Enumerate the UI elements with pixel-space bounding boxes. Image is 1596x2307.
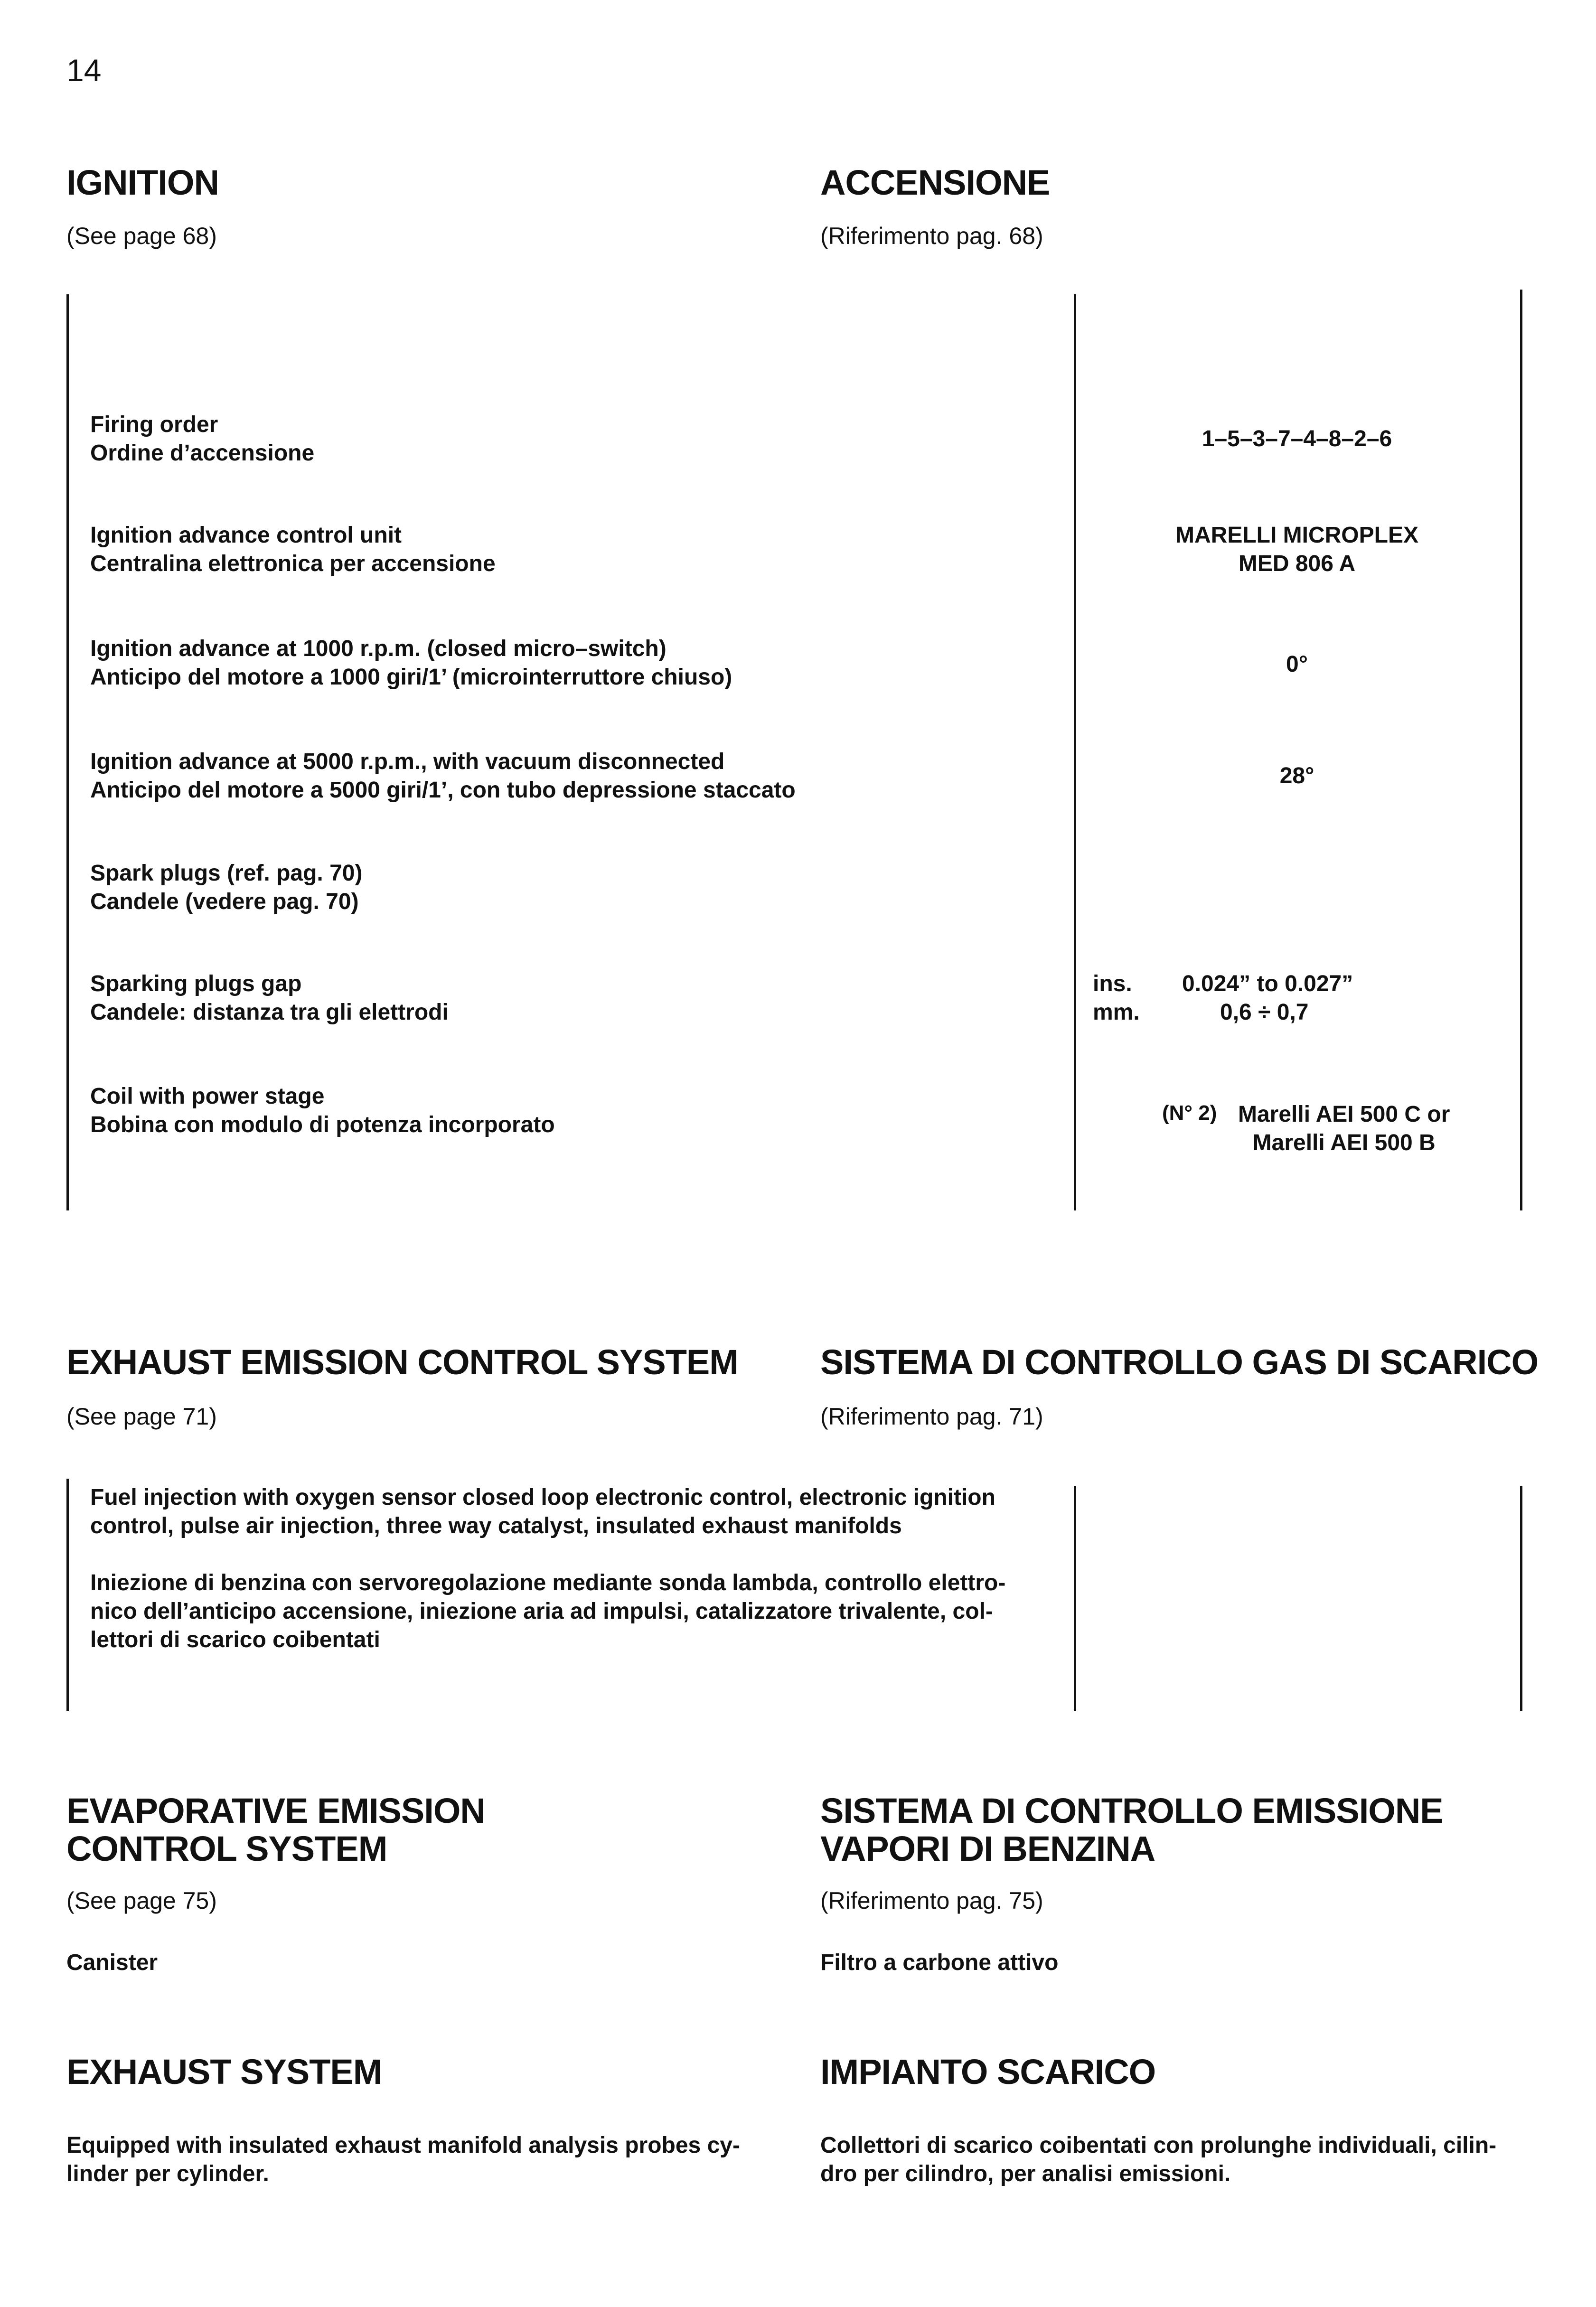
box-rule-left [66,1479,69,1711]
exhaust-system-title-en: EXHAUST SYSTEM [66,2052,382,2091]
ignition-ref-en: (See page 68) [66,223,217,249]
row-plug-gap-label [90,970,449,1027]
plug-gap-values [1182,970,1353,1027]
label-en: Coil with power stage [90,1084,325,1109]
row-firing-order-label [90,411,314,468]
label-it: Candele: distanza tra gli elettrodi [90,1000,449,1025]
label-it: Candele (vedere pag. 70) [90,889,359,914]
row-advance-5000-label [90,748,796,805]
label-en: Sparking plugs gap [90,971,302,996]
label-it: Bobina con modulo di potenza incorporato [90,1112,555,1137]
table-rule-left [66,294,69,1210]
firing-order-value: 1–5–3–7–4–8–2–6 [1202,426,1392,451]
control-unit-value: MARELLI MICROPLEX MED 806 A [1175,523,1418,576]
exhaust-emission-text-it: Iniezione di benzina con servoregolazione mediante sonda lambda, controllo elettro- nico dell’anticipo accensione, iniezione aria ad impulsi, catalizzatore trivalente, col- lettori di scarico coibentati [90,1570,1006,1652]
exhaust-emission-ref-en: (See page 71) [66,1403,217,1430]
evaporative-ref-it: (Riferimento pag. 75) [820,1887,1043,1914]
gap-inches: 0.024” to 0.027” [1182,971,1353,996]
box-rule-mid [1074,1486,1076,1711]
label-it: Anticipo del motore a 5000 giri/1’, con tubo depressione staccato [90,778,796,803]
exhaust-emission-title-it: SISTEMA DI CONTROLLO GAS DI SCARICO [820,1342,1539,1382]
plug-gap-units [1093,970,1140,1027]
ignition-title-en: IGNITION [66,163,219,202]
label-it: Anticipo del motore a 1000 giri/1’ (microinterruttore chiuso) [90,665,732,690]
evaporative-item-en: Canister [66,1950,158,1975]
exhaust-system-text-it: Collettori di scarico coibentati con prolunghe individuali, cilin- dro per cilindro, per analisi emissioni. [820,2133,1497,2186]
label-it: Centralina elettronica per accensione [90,551,496,576]
evaporative-title-it: SISTEMA DI CONTROLLO EMISSIONE VAPORI DI BENZINA [820,1791,1443,1868]
advance-5000-value: 28° [1279,763,1314,788]
row-advance-1000-label [90,635,732,692]
label-en: Spark plugs (ref. pag. 70) [90,861,363,886]
row-spark-plugs-label [90,859,362,916]
advance-1000-value: 0° [1286,652,1308,677]
coil-value: Marelli AEI 500 C or Marelli AEI 500 B [1238,1102,1450,1155]
row-coil-label [90,1082,555,1139]
gap-mm: 0,6 ÷ 0,7 [1220,1000,1309,1025]
ignition-title-it: ACCENSIONE [820,163,1050,202]
exhaust-emission-text-en: Fuel injection with oxygen sensor closed loop electronic control, electronic ignition control, pulse air injection, three way catalyst, insulated exhaust manifolds [90,1485,995,1538]
evaporative-title-en: EVAPORATIVE EMISSION CONTROL SYSTEM [66,1791,485,1868]
exhaust-emission-ref-it: (Riferimento pag. 71) [820,1403,1043,1430]
label-en: Ignition advance at 1000 r.p.m. (closed micro–switch) [90,636,667,661]
unit-ins: ins. [1093,971,1132,996]
label-en: Ignition advance at 5000 r.p.m., with vacuum disconnected [90,749,725,774]
label-it: Ordine d’accensione [90,441,315,466]
ignition-ref-it: (Riferimento pag. 68) [820,223,1043,249]
coil-qty: (N° 2) [1162,1101,1217,1125]
unit-mm: mm. [1093,1000,1140,1025]
label-en: Ignition advance control unit [90,523,402,548]
page-number: 14 [66,53,102,88]
label-en: Firing order [90,412,218,437]
exhaust-system-title-it: IMPIANTO SCARICO [820,2052,1156,2091]
box-rule-right [1520,1486,1522,1711]
evaporative-item-it: Filtro a carbone attivo [820,1950,1059,1975]
exhaust-system-text-en: Equipped with insulated exhaust manifold analysis probes cy- linder per cylinder. [66,2133,740,2186]
exhaust-emission-title-en: EXHAUST EMISSION CONTROL SYSTEM [66,1342,738,1382]
row-control-unit-label [90,521,496,578]
evaporative-ref-en: (See page 75) [66,1887,217,1914]
